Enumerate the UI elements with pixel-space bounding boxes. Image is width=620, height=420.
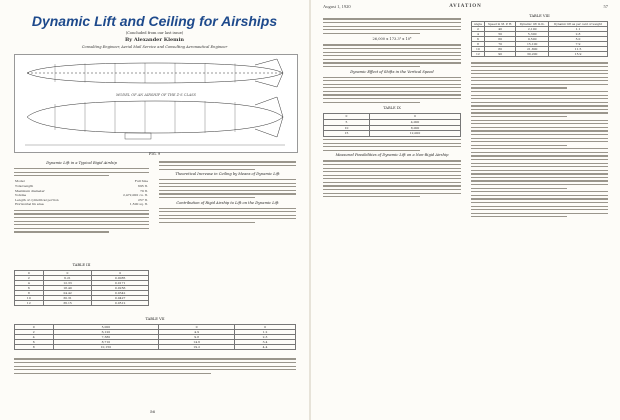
heading-non-rigid: Measured Possibilities of Dynamic Lift on a Non-Rigid Airship <box>335 153 449 158</box>
right-column-2 <box>471 60 608 220</box>
dimensions-table: Model Full Size Total length 695 ft. Maximum diameter 79 ft. Volume 2,472,000 cu. ft. Length of cylindrical portion 257 ft. Horizontal fin area 1,500 sq. ft. <box>15 179 148 207</box>
byline-note: (Concluded from our last issue) <box>125 31 184 35</box>
journal-name: AVIATION <box>449 4 482 9</box>
figure-caption: MODEL OF AN AIRSHIP OF THE Z-S CLASS <box>115 93 197 97</box>
issue-date: August 1, 1920 <box>323 4 351 9</box>
section3-heading: Contribution of Rigid Airship to Lift on the Dynamic Lift <box>176 200 279 205</box>
left-bottom-text <box>14 356 296 376</box>
right-column-1 <box>323 16 461 200</box>
table7-title: TABLE VII <box>145 317 165 321</box>
table9-title: TABLE IX <box>383 105 401 110</box>
author: By Alexander Klemin <box>125 37 184 43</box>
heading-vertical-speed: Dynamic Effect of Shifts in the Vertical Speed <box>350 69 434 74</box>
right-page <box>311 0 620 420</box>
table8-title: TABLE VIII <box>529 14 550 18</box>
article-title: Dynamic Lift and Ceiling for Airships <box>31 13 278 29</box>
left-column-1 <box>14 159 149 235</box>
table7: 0 5,000 0 0 2 6,120 4.9 1.2 4 7,380 9.8 2.3 6 8,710 14.6 3.4 8 10,150 19.2 4.4 <box>14 324 296 350</box>
section2-heading: Theoretical Increase in Ceiling by Means of Dynamic Lift <box>175 172 280 177</box>
right-folio: 57 <box>603 4 608 9</box>
table8: Angle Speed in M. P. H. Dynamic lift in lb. Dynamic lift as per cent of weight 2 40 2,100 1.1 4 50 5,300 2.8 6 60 9,500 5.0 8 70 15,100 7.9 10 80 21,800 11.5 12 90 30,200 15.9 <box>471 21 608 57</box>
formula: 26,000 x 173.3² x 10⁴ <box>372 36 412 41</box>
left-folio: 56 <box>150 409 156 414</box>
airship-drawing <box>15 55 297 152</box>
author-title: Consulting Engineer, Aerial Mail Service and Consulting Aeronautical Engineer <box>81 45 228 49</box>
airship-figure <box>14 54 298 153</box>
table3-title: TABLE III <box>72 263 91 267</box>
figure-label: FIG. 9 <box>148 152 161 156</box>
table9: 0 0 5 4,000 10 8,000 15 12,000 <box>323 113 461 136</box>
section1-heading: Dynamic Lift in a Typical Rigid Airship <box>46 161 117 165</box>
table3: 0 0 0 2 6.21 0.0085 4 12.33 0.0171 6 18.40 0.0256 8 24.42 0.0342 10 30.31 0.0427 12 36.15 0.0512 <box>14 270 149 306</box>
left-column-2 <box>159 159 296 225</box>
